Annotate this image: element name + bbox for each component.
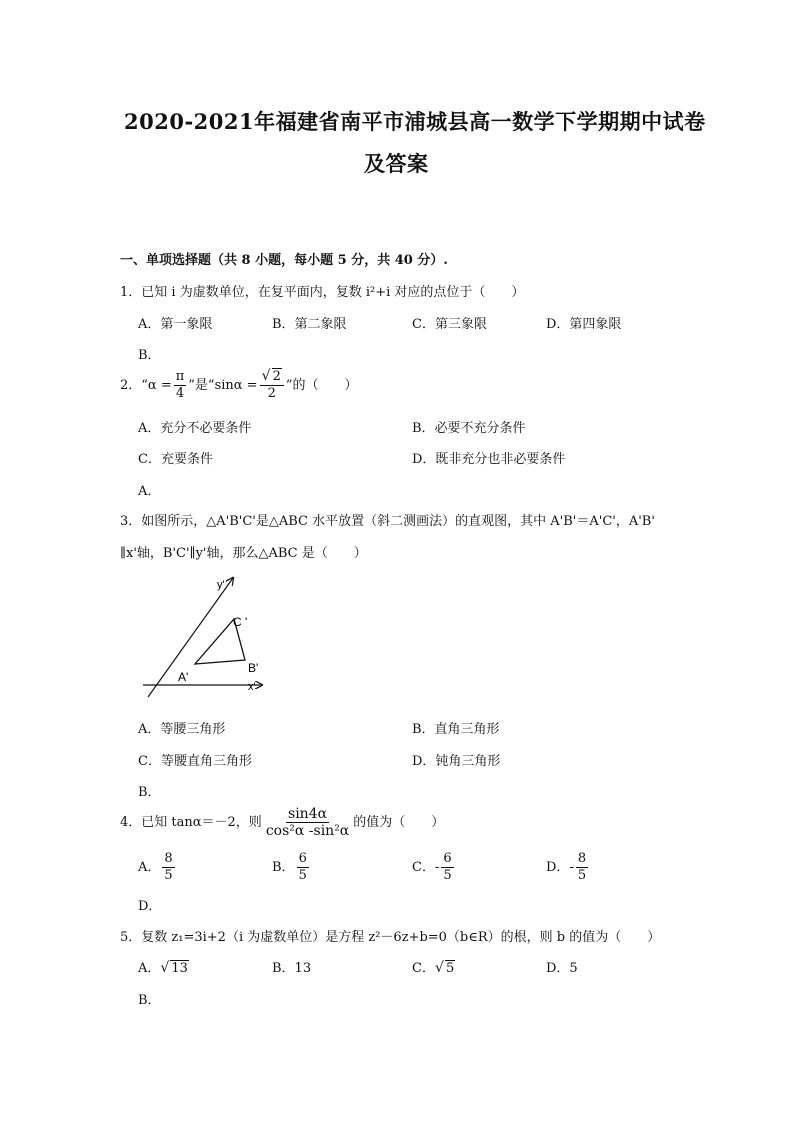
sqrt-symbol bbox=[435, 961, 455, 976]
oblique-projection-figure bbox=[138, 572, 278, 700]
q4-option-a bbox=[138, 851, 177, 884]
question-4-text bbox=[120, 806, 444, 839]
minus-sign: - bbox=[434, 860, 440, 875]
frac-numerator: 8 bbox=[164, 851, 173, 866]
q5-option-d: D．5 bbox=[546, 961, 578, 976]
q3-option-d: D．钝角三角形 bbox=[412, 754, 501, 769]
q2-option-a: A．充分不必要条件 bbox=[138, 421, 252, 436]
section-header: 一、单项选择题（共 8 小题，每小题 5 分，共 40 分）. bbox=[120, 253, 448, 268]
q2-prefix: 2．“α = bbox=[120, 378, 172, 393]
option-label: A． bbox=[138, 961, 161, 976]
frac-denominator: 2 bbox=[267, 386, 276, 401]
radicand: 13 bbox=[171, 961, 188, 976]
vertex-b-label: B' bbox=[248, 661, 259, 675]
question-1-text: 1．已知 i 为虚数单位，在复平面内，复数 i²+i 对应的点位于（ ） bbox=[120, 285, 525, 300]
q4-option-b bbox=[272, 851, 311, 884]
q1-option-b: B．第二象限 bbox=[272, 317, 347, 332]
q2-option-c: C．充要条件 bbox=[138, 452, 213, 467]
frac-denominator: 5 bbox=[443, 868, 452, 883]
q1-option-c: C．第三象限 bbox=[412, 317, 487, 332]
q3-option-b: B．直角三角形 bbox=[412, 722, 500, 737]
q3-option-c: C．等腰直角三角形 bbox=[138, 754, 252, 769]
q2-answer: A． bbox=[138, 484, 161, 499]
option-fraction bbox=[162, 851, 174, 884]
frac-denominator: 5 bbox=[164, 868, 173, 883]
option-label: A． bbox=[138, 860, 161, 875]
option-fraction bbox=[297, 851, 309, 884]
frac-numerator: 6 bbox=[298, 851, 307, 866]
q5-option-c bbox=[412, 957, 455, 976]
q5-answer: B． bbox=[138, 993, 161, 1008]
option-fraction bbox=[576, 851, 588, 884]
vertex-c-label: C ' bbox=[233, 615, 248, 629]
minus-sign: - bbox=[569, 860, 574, 875]
frac-numerator: 6 bbox=[443, 851, 452, 866]
frac-numerator: 8 bbox=[577, 851, 587, 866]
q3-answer: B． bbox=[138, 785, 161, 800]
q4-suffix: 的值为（ ） bbox=[353, 815, 445, 830]
q1-option-d: D．第四象限 bbox=[546, 317, 622, 332]
frac-denominator: 4 bbox=[175, 386, 185, 401]
option-label: C． bbox=[412, 961, 435, 976]
q4-option-d bbox=[546, 851, 590, 884]
frac-numerator: π bbox=[175, 369, 185, 384]
document-title-line1: 2020-2021年福建省南平市浦城县高一数学下学期期中试卷 bbox=[124, 109, 706, 134]
question-3-line1: 3．如图所示，△A'B'C'是△ABC 水平放置（斜二测画法）的直观图，其中 A'B'＝A'C'，A'B' bbox=[120, 514, 655, 529]
frac-denominator: cos²α -sin²α bbox=[265, 823, 350, 839]
q2-mid: ”是“sinα = bbox=[188, 378, 258, 393]
fraction-sqrt2-over-2 bbox=[260, 369, 284, 402]
frac-numerator: sin4α bbox=[288, 806, 328, 822]
q2-option-d: D．既非充分也非必要条件 bbox=[412, 452, 566, 467]
q3-option-a: A．等腰三角形 bbox=[138, 722, 226, 737]
q4-main-fraction bbox=[264, 806, 351, 839]
question-5-text: 5．复数 z₁=3i+2（i 为虚数单位）是方程 z²－6z+b=0（b∈R）的根，则 b 的值为（ ） bbox=[120, 930, 661, 945]
q4-answer: D． bbox=[138, 899, 162, 914]
question-2-text bbox=[120, 369, 358, 402]
question-3-line2: ∥x'轴，B'C'∥y'轴，那么△ABC 是（ ） bbox=[120, 546, 367, 561]
option-label: B． bbox=[272, 860, 295, 875]
vertex-a-label: A' bbox=[178, 670, 189, 684]
q4-prefix: 4．已知 tanα＝－2，则 bbox=[120, 815, 262, 830]
option-fraction bbox=[441, 851, 453, 884]
y-axis-label: y' bbox=[217, 579, 225, 591]
q1-option-a: A．第一象限 bbox=[138, 317, 213, 332]
q5-option-b: B．13 bbox=[272, 961, 312, 976]
q4-option-c bbox=[412, 851, 456, 884]
q2-suffix: ”的（ ） bbox=[285, 378, 358, 393]
radicand: 2 bbox=[272, 369, 281, 384]
y-axis-line bbox=[148, 578, 233, 697]
frac-denominator: 5 bbox=[298, 868, 307, 883]
radicand: 5 bbox=[445, 961, 455, 976]
option-label: C． bbox=[412, 860, 435, 875]
sqrt-symbol bbox=[262, 369, 282, 385]
frac-denominator: 5 bbox=[577, 868, 587, 883]
option-label: D． bbox=[546, 860, 570, 875]
x-axis-label: x' bbox=[248, 681, 256, 693]
q1-answer: B． bbox=[138, 348, 161, 363]
q2-option-b: B．必要不充分条件 bbox=[412, 421, 526, 436]
document-title-line2: 及答案 bbox=[364, 151, 429, 176]
q5-option-a bbox=[138, 957, 189, 976]
sqrt-symbol bbox=[160, 961, 189, 976]
fraction-pi-over-4 bbox=[174, 369, 187, 402]
